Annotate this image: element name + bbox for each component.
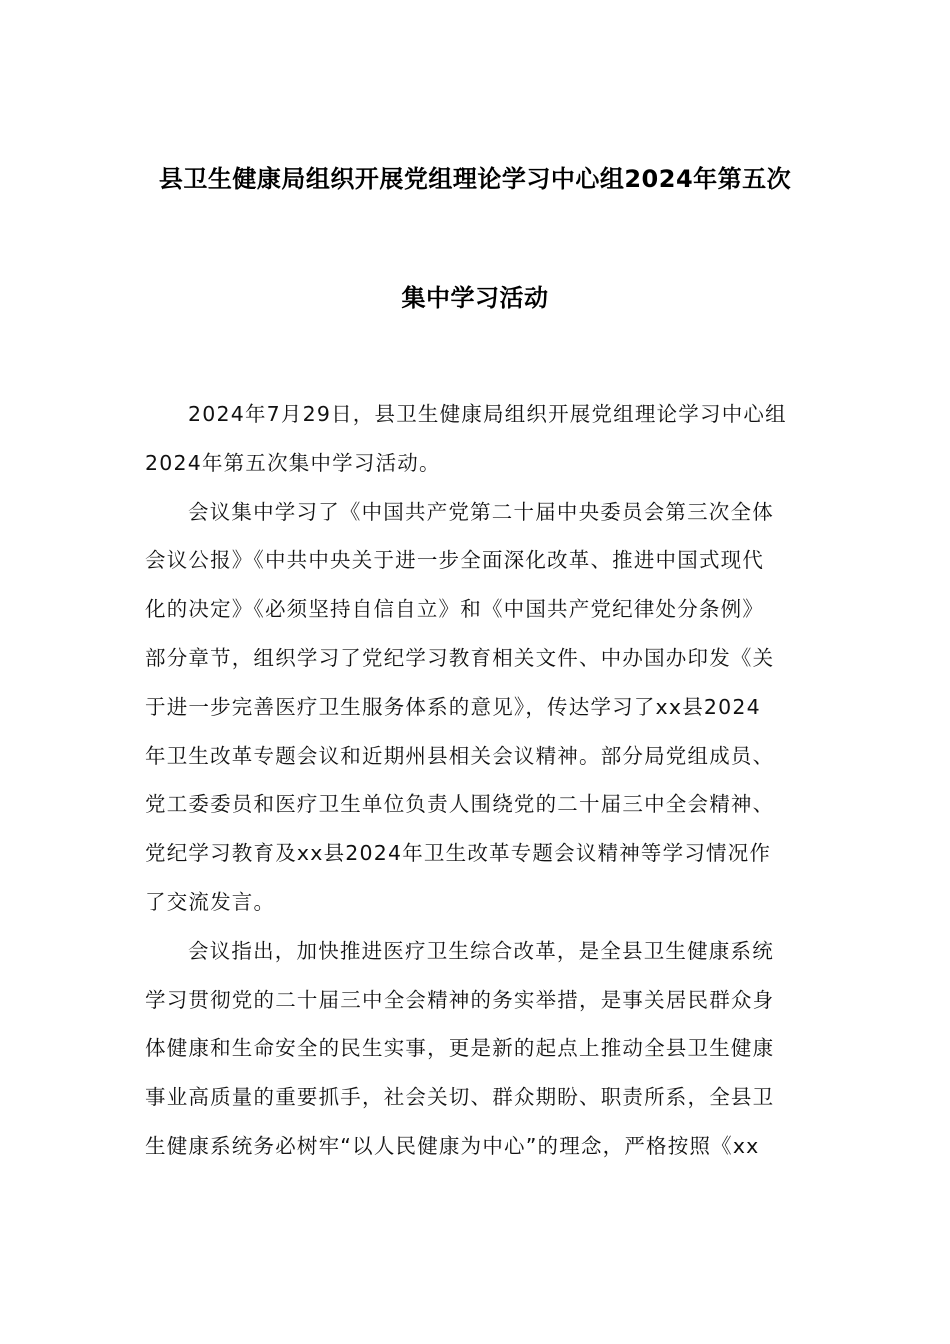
paragraph-line: 学习贯彻党的二十届三中全会精神的务实举措，是事关居民群众身 bbox=[145, 987, 775, 1012]
paragraph-line: 了交流发言。 bbox=[145, 889, 276, 914]
paragraph-line: 2024年第五次集中学习活动。 bbox=[145, 450, 441, 475]
paragraph-3 bbox=[145, 927, 813, 1171]
paragraph-line: 部分章节，组织学习了党纪学习教育相关文件、中办国办印发《关 bbox=[145, 645, 775, 670]
paragraph-1 bbox=[145, 390, 813, 488]
paragraph-line: 会议集中学习了《中国共产党第二十届中央委员会第三次全体 bbox=[188, 499, 774, 524]
paragraph-line: 体健康和生命安全的民生实事，更是新的起点上推动全县卫生健康 bbox=[145, 1036, 775, 1061]
paragraph-line: 化的决定》《必须坚持自信自立》和《中国共产党纪律处分条例》 bbox=[145, 597, 765, 622]
paragraph-line: 党工委委员和医疗卫生单位负责人围绕党的二十届三中全会精神、 bbox=[145, 792, 775, 817]
paragraph-line: 会议指出，加快推进医疗卫生综合改革，是全县卫生健康系统 bbox=[188, 938, 774, 963]
paragraph-line: 生健康系统务必树牢“以人民健康为中心”的理念，严格按照《xx bbox=[145, 1133, 760, 1158]
document-body bbox=[145, 390, 813, 1171]
paragraph-line: 年卫生改革专题会议和近期州县相关会议精神。部分局党组成员、 bbox=[145, 743, 775, 768]
paragraph-line: 于进一步完善医疗卫生服务体系的意见》，传达学习了xx县2024 bbox=[145, 694, 761, 719]
document-title-line-1: 县卫生健康局组织开展党组理论学习中心组2024年第五次 bbox=[158, 165, 792, 193]
document-title-line-2: 集中学习活动 bbox=[401, 284, 549, 312]
paragraph-line: 事业高质量的重要抓手，社会关切、群众期盼、职责所系，全县卫 bbox=[145, 1085, 775, 1110]
paragraph-line: 2024年7月29日，县卫生健康局组织开展党组理论学习中心组 bbox=[188, 402, 787, 426]
paragraph-line: 党纪学习教育及xx县2024年卫生改革专题会议精神等学习情况作 bbox=[145, 841, 772, 866]
paragraph-2 bbox=[145, 488, 813, 927]
paragraph-line: 会议公报》《中共中央关于进一步全面深化改革、推进中国式现代 bbox=[145, 548, 765, 573]
